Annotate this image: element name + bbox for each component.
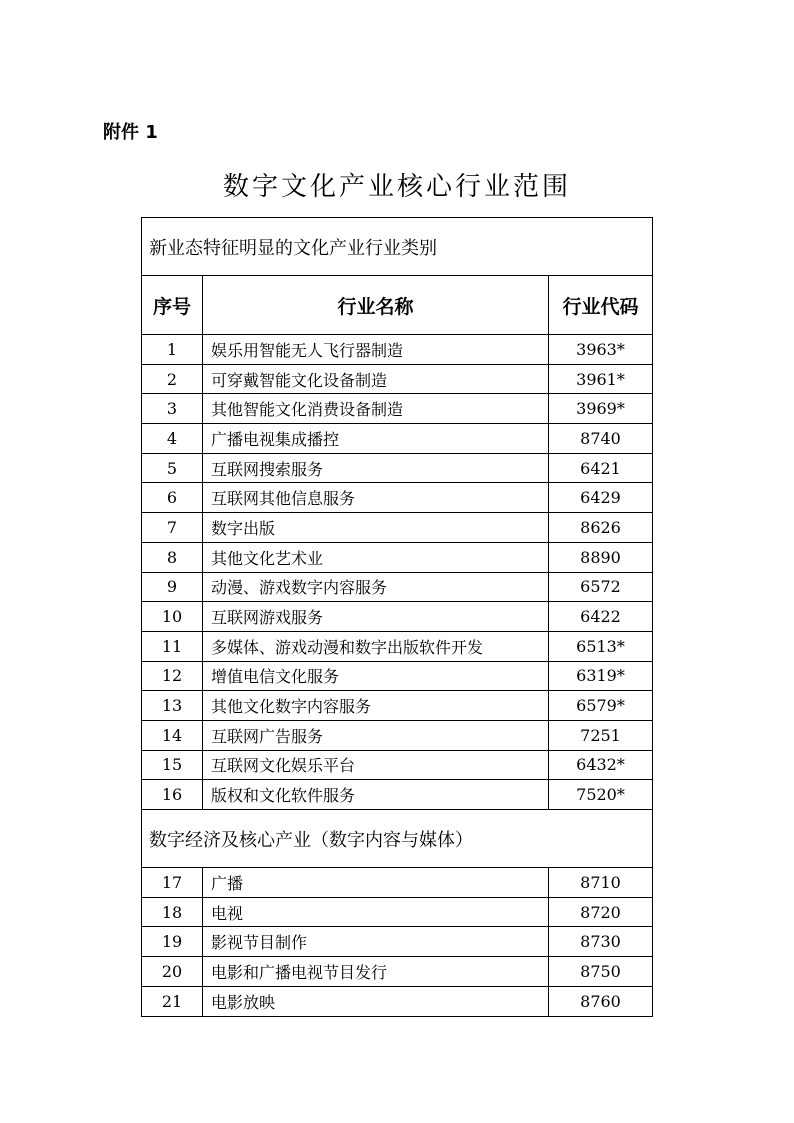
row-code: 6421 [548,454,652,483]
row-no: 12 [161,666,183,686]
row-name: 电视 [202,898,548,927]
row-no: 2 [166,369,178,389]
row-code: 6319* [548,662,652,691]
table-row [142,662,652,692]
row-name: 多媒体、游戏动漫和数字出版软件开发 [202,632,548,661]
table-row [142,632,652,662]
row-code: 8710 [548,868,652,897]
table-row [142,543,652,573]
row-no: 10 [161,607,183,627]
row-name: 广播 [202,868,548,897]
row-no: 5 [166,458,178,478]
table-row [142,691,652,721]
row-name: 互联网其他信息服务 [202,483,548,512]
row-no: 19 [161,932,183,952]
row-no: 15 [161,755,183,775]
row-code: 8750 [548,957,652,986]
row-no: 7 [166,517,178,537]
table-row [142,365,652,395]
row-code: 8760 [548,987,652,1017]
row-no: 20 [161,961,183,981]
table-row [142,573,652,603]
row-name: 互联网广告服务 [202,721,548,750]
table-row [142,987,652,1017]
row-name: 版权和文化软件服务 [202,780,548,809]
table-row [142,602,652,632]
section-heading: 新业态特征明显的文化产业行业类别 [142,218,652,276]
row-code: 8730 [548,927,652,956]
column-header-no: 序号 [152,295,191,318]
row-name: 互联网搜索服务 [202,454,548,483]
row-code: 6579* [548,691,652,720]
row-code: 7251 [548,721,652,750]
row-name: 互联网游戏服务 [202,602,548,631]
attachment-label: 附件 1 [103,122,158,143]
row-code: 6429 [548,483,652,512]
row-code: 8890 [548,543,652,572]
row-name: 互联网文化娱乐平台 [202,751,548,780]
row-code: 6513* [548,632,652,661]
table-row [142,454,652,484]
row-code: 6422 [548,602,652,631]
row-name: 电影和广播电视节目发行 [202,957,548,986]
row-code: 6432* [548,751,652,780]
row-code: 8720 [548,898,652,927]
row-no: 16 [161,785,183,805]
table-row [142,868,652,898]
section-heading: 数字经济及核心产业（数字内容与媒体） [142,810,652,868]
table-row [142,751,652,781]
row-code: 3961* [548,365,652,394]
table-row [142,513,652,543]
row-code: 8740 [548,424,652,453]
row-no: 1 [166,339,178,359]
column-header-code: 行业代码 [548,276,652,334]
row-name: 动漫、游戏数字内容服务 [202,573,548,602]
table-row [142,335,652,365]
row-name: 娱乐用智能无人飞行器制造 [202,335,548,364]
industry-table [141,217,653,1017]
row-no: 21 [161,992,183,1012]
row-code: 6572 [548,573,652,602]
table-row [142,483,652,513]
row-no: 11 [161,636,183,656]
row-name: 可穿戴智能文化设备制造 [202,365,548,394]
row-no: 14 [161,725,183,745]
column-header-name: 行业名称 [202,276,548,334]
row-no: 4 [166,428,178,448]
row-name: 广播电视集成播控 [202,424,548,453]
row-code: 7520* [548,780,652,809]
row-name: 电影放映 [202,987,548,1017]
table-header-row [142,276,652,335]
table-row [142,927,652,957]
row-no: 3 [166,399,178,419]
row-name: 增值电信文化服务 [202,662,548,691]
row-name: 数字出版 [202,513,548,542]
table-row [142,424,652,454]
row-name: 其他智能文化消费设备制造 [202,394,548,423]
row-code: 3969* [548,394,652,423]
table-row [142,394,652,424]
table-row [142,780,652,810]
row-code: 8626 [548,513,652,542]
row-no: 9 [166,577,178,597]
row-no: 6 [166,488,178,508]
row-no: 8 [166,547,178,567]
row-no: 18 [161,902,183,922]
row-name: 其他文化数字内容服务 [202,691,548,720]
row-name: 其他文化艺术业 [202,543,548,572]
row-no: 17 [161,872,183,892]
row-no: 13 [161,696,183,716]
table-row [142,721,652,751]
table-row [142,898,652,928]
row-name: 影视节目制作 [202,927,548,956]
row-code: 3963* [548,335,652,364]
table-row [142,957,652,987]
document-title: 数字文化产业核心行业范围 [222,172,571,202]
